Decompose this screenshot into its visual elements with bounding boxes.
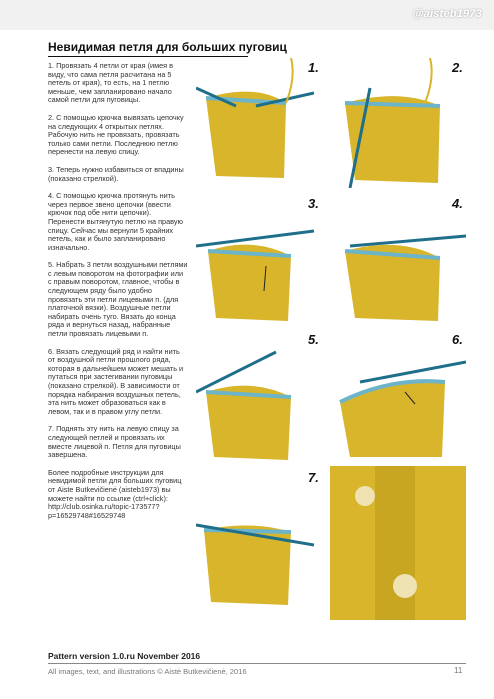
photo-number-6: 6. bbox=[452, 332, 463, 347]
photo-finished bbox=[330, 466, 466, 620]
photo-number-2: 2. bbox=[452, 60, 463, 75]
photo-step-1 bbox=[196, 58, 314, 188]
step-4: 4. С помощью крючка протянуть нить через первое звено цепочки (ввести крючок под обе нити цепочки). Перенести вытянутую петлю на правую спицу. Сейчас мы вернули 5 крайних петель, как и было запланировано изначально. bbox=[48, 191, 183, 252]
photo-step-5 bbox=[196, 332, 314, 462]
step-6: 6. Вязать следующий ряд и найти нить от воздушной петли прошлого ряда, которая в дальнейшем может мешать и путаться при застегивании пуговицы (показано стрелкой). В зависимости от порядка набирания воздушных петель, эта нить может образоваться как в левом, так и в правом углу петли. bbox=[48, 346, 184, 416]
step-1: 1. Провязать 4 петли от края (имея в виду, что сама петля расчитана на 5 петель от края), то есть, на 1 петлю меньше, чем запланировано начало самой петли для пуговицы. bbox=[48, 61, 174, 105]
step-7: 7. Поднять эту нить на левую спицу за следующей петлей и провязать их вместе лицевой п. Петля для пуговицы завершена. bbox=[48, 424, 181, 460]
pattern-version: Pattern version 1.0.ru November 2016 bbox=[48, 651, 201, 661]
page-number: 11 bbox=[454, 666, 463, 675]
page-title: Невидимая петля для больших пуговиц bbox=[48, 40, 287, 54]
photo-step-3 bbox=[196, 196, 314, 326]
photo-number-1: 1. bbox=[308, 60, 319, 75]
photo-step-4 bbox=[330, 196, 466, 326]
photo-number-7: 7. bbox=[308, 470, 319, 485]
photo-number-5: 5. bbox=[308, 332, 319, 347]
photo-step-2 bbox=[330, 58, 466, 188]
step-3: 3. Теперь нужно избавиться от впадины (показано стрелкой). bbox=[48, 164, 184, 183]
photo-step-6 bbox=[330, 332, 466, 462]
author-handle: @aisteb1973 bbox=[412, 8, 482, 20]
photo-step-7 bbox=[196, 470, 314, 610]
footer-divider bbox=[48, 663, 466, 664]
photo-number-3: 3. bbox=[308, 196, 319, 211]
instructions bbox=[48, 62, 188, 529]
copyright: All images, text, and illustrations © Aistė Butkevičienė, 2016 bbox=[48, 667, 247, 676]
photo-number-4: 4. bbox=[452, 196, 463, 211]
step-5: 5. Набрать 3 петли воздушными петлями с левым поворотом на фотографии или с правым поворотом, главное, чтобы в следующем ряду было удобно провязать эти петли лицевыми п. (для платочной вязки). Воздушные петли набирать очень туго. Вязать до конца ряда и вернуться назад, набранные петли провязать лицевыми п. bbox=[48, 260, 188, 339]
title-underline bbox=[48, 56, 248, 57]
step-2: 2. С помощью крючка вывязать цепочку на следующих 4 открытых петлях. Рабочую нить не провязать, провязать только сами петли. Последнюю петлю перенести на левую спицу. bbox=[48, 112, 184, 157]
more-info-link[interactable]: Более подробные инструкции для невидимой петли для больших пуговиц от Aiste Butkevičienė (aisteb1973) вы можете найти по ссылке (ctrl+click): http://club.osinka.ru/topic-173577?p=16529748#16529748 bbox=[48, 467, 182, 520]
